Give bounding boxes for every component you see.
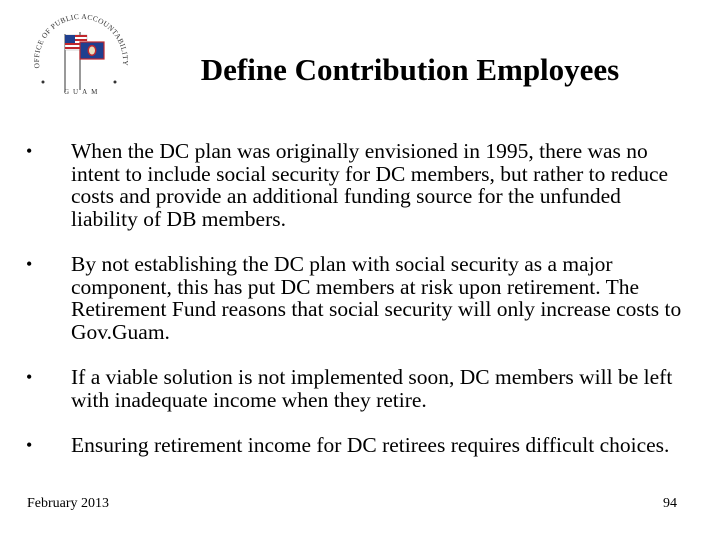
bullet-icon: • bbox=[26, 435, 33, 455]
bullet-list bbox=[26, 140, 686, 457]
page-number: 94 bbox=[663, 496, 677, 511]
bullet-item bbox=[26, 253, 686, 343]
bullet-item bbox=[26, 366, 686, 411]
slide-title: Define Contribution Employees bbox=[200, 52, 620, 87]
svg-text:GUAM: GUAM bbox=[64, 88, 102, 96]
bullet-icon: • bbox=[26, 141, 33, 161]
bullet-text: Ensuring retirement income for DC retirees requires difficult choices. bbox=[71, 433, 670, 457]
bullet-icon: • bbox=[26, 367, 33, 387]
bullet-text: When the DC plan was originally envisioned in 1995, there was no intent to include social security for DC members, but rather to reduce costs and provide an additional funding source for the unfunded liability of DB members. bbox=[71, 139, 669, 231]
bullet-icon: • bbox=[26, 254, 33, 274]
bullet-item bbox=[26, 434, 686, 457]
guam-flag-icon bbox=[80, 42, 104, 59]
bullet-text: If a viable solution is not implemented soon, DC members will be left with inadequate income when they retire. bbox=[71, 365, 673, 412]
bullet-item bbox=[26, 140, 686, 230]
svg-text:OFFICE OF PUBLIC ACCOUNTABILIT: OFFICE OF PUBLIC ACCOUNTABILITY bbox=[31, 11, 131, 69]
footer-date: February 2013 bbox=[27, 496, 110, 511]
bullet-text: By not establishing the DC plan with social security as a major component, this has put DC members at risk upon retirement. The Retirement Fund reasons that social security will only increase costs to Gov.Guam. bbox=[71, 252, 682, 344]
office-of-public-accountability-seal-logo bbox=[26, 8, 134, 104]
